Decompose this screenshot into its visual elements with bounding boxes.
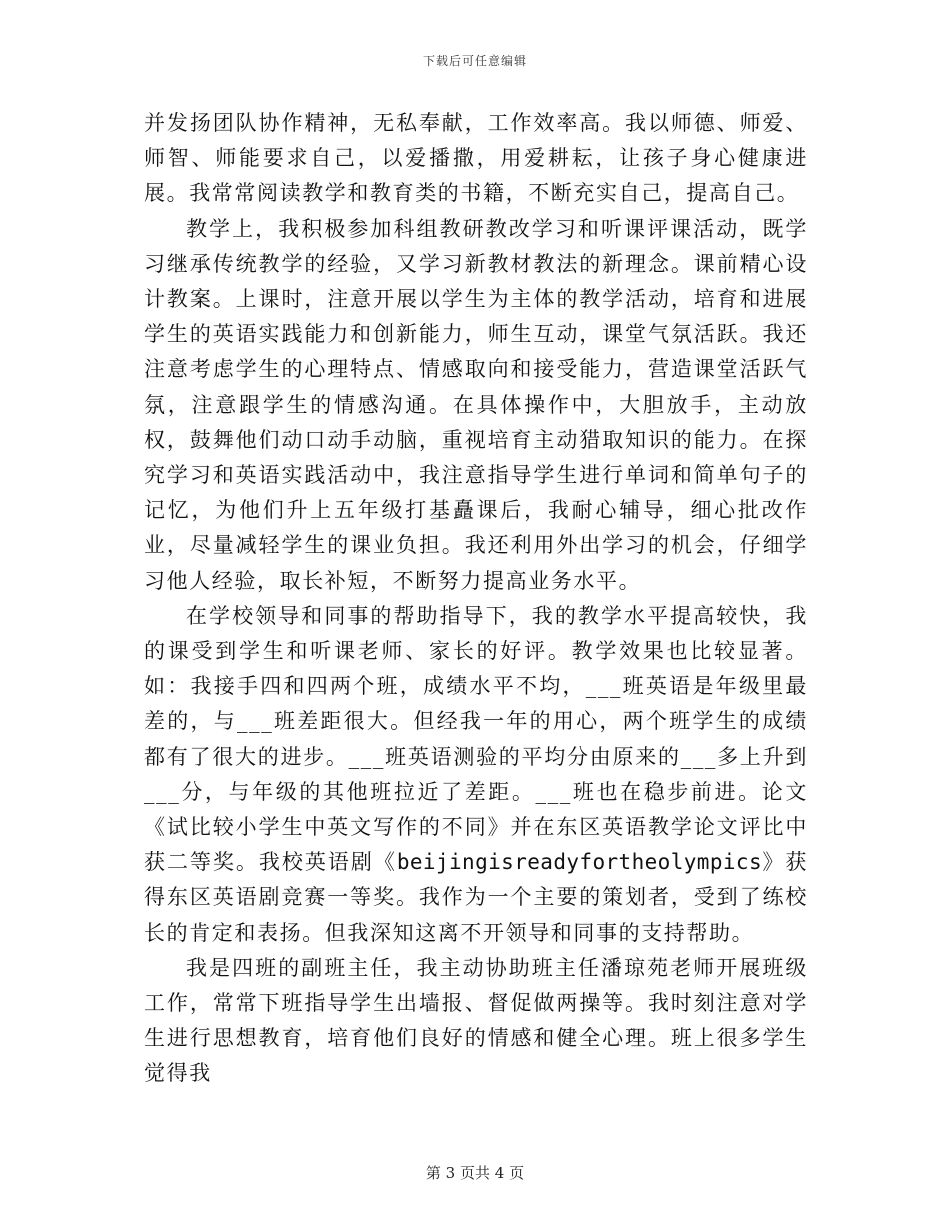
paragraph-2: 教学上，我积极参加科组教研教改学习和听课评课活动，既学习继承传统教学的经验，又学习新教材教法的新理念。课前精心设计教案。上课时，注意开展以学生为主体的教学活动，培育和进展学生的英语实践能力和创新能力，师生互动，课堂气氛活跃。我还注意考虑学生的心理特点、情感取向和接受能力，营造课堂活跃气氛，注意跟学生的情感沟通。在具体操作中，大胆放手，主动放权，鼓舞他们动口动手动脑，重视培育主动猎取知识的能力。在探究学习和英语实践活动中，我注意指导学生进行单词和简单句子的记忆，为他们升上五年级打基矗课后，我耐心辅导，细心批改作业，尽量减轻学生的课业负担。我还利用外出学习的机会，仔细学习他人经验，取长补短，不断努力提高业务水平。	[144, 216, 808, 593]
page-header: 下载后可任意编辑	[422, 54, 527, 68]
paragraph-4: 我是四班的副班主任，我主动协助班主任潘琼苑老师开展班级工作，常常下班指导学生出墙报、督促做两操等。我时刻注意对学生进行思想教育，培育他们良好的情感和健全心理。班上很多学生觉得我	[144, 955, 808, 1086]
paragraph-1: 并发扬团队协作精神，无私奉献，工作效率高。我以师德、师爱、师智、师能要求自己，以爱播撒，用爱耕耘，让孩子身心健康进展。我常常阅读教学和教育类的书籍，不断充实自己，提高自己。	[144, 111, 808, 206]
paragraph-3	[144, 599, 808, 951]
play-title: beijingisreadyfortheolympics	[396, 850, 763, 875]
paragraph-3-text-a: 在学校领导和同事的帮助指导下，我的教学水平提高较快，我的课受到学生和听课老师、家长的好评。教学效果也比较显著。如：我接手四和四两个班，成绩水平不均，___班英语是年级里最差的，与___班差距很大。但经我一年的用心，两个班学生的成绩都有了很大的进步。___班英语测验的平均分由原来的___多上升到___分，与年级的其他班拉近了差距。___班也在稳步前进。论文《试比较小学生中英文写作的不同》并在东区英语教学论文评比中获二等奖。我校英语剧《	[144, 603, 808, 875]
page-footer: 第 3 页共 4 页	[425, 1164, 525, 1182]
document-body	[144, 106, 808, 1092]
paragraph-3-text-b: 》获得东区英语剧竞赛一等奖。我作为一个主要的策划者，受到了练校长的肯定和表扬。但我深知这离不开领导和同事的支持帮助。	[144, 850, 808, 945]
